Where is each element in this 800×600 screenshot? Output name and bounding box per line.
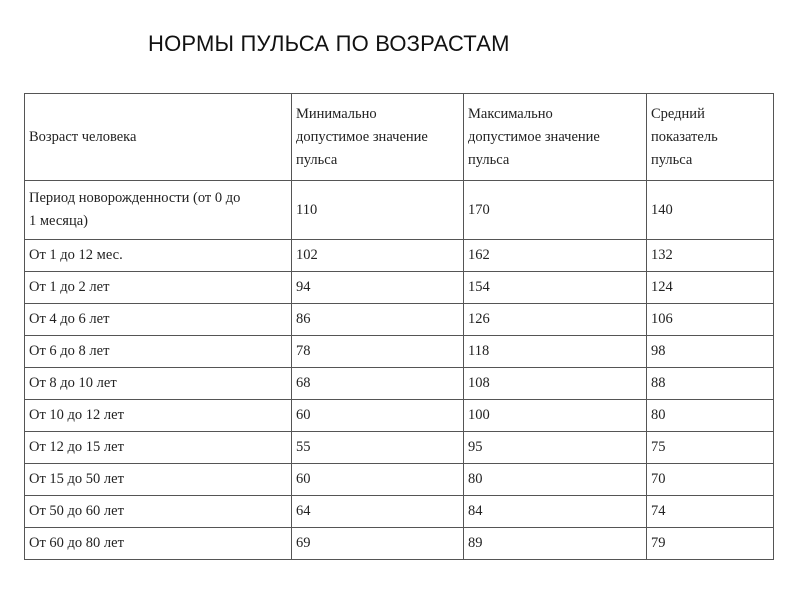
avg-cell: 124 <box>647 272 774 304</box>
header-avg-line: Средний <box>651 105 705 122</box>
header-max-line: пульса <box>468 151 510 168</box>
max-cell: 89 <box>464 528 647 560</box>
age-cell: От 12 до 15 лет <box>25 432 292 464</box>
avg-cell: 88 <box>647 368 774 400</box>
avg-cell: 79 <box>647 528 774 560</box>
pulse-norms-table <box>24 93 774 560</box>
header-avg-line: показатель <box>651 128 718 145</box>
age-cell: От 50 до 60 лет <box>25 496 292 528</box>
age-cell <box>25 181 292 240</box>
min-cell: 64 <box>292 496 464 528</box>
table-row <box>25 368 774 400</box>
header-min-line: Минимально <box>296 105 377 122</box>
avg-cell: 75 <box>647 432 774 464</box>
table-row <box>25 272 774 304</box>
max-cell: 118 <box>464 336 647 368</box>
min-cell: 69 <box>292 528 464 560</box>
header-avg-pulse <box>647 94 774 181</box>
max-cell: 162 <box>464 240 647 272</box>
header-max-line: Максимально <box>468 105 553 122</box>
table-row <box>25 400 774 432</box>
age-cell: От 8 до 10 лет <box>25 368 292 400</box>
avg-cell: 74 <box>647 496 774 528</box>
age-cell: От 1 до 12 мес. <box>25 240 292 272</box>
table-row <box>25 528 774 560</box>
age-cell: От 6 до 8 лет <box>25 336 292 368</box>
max-cell: 84 <box>464 496 647 528</box>
age-line: Период новорожденности (от 0 до <box>29 190 241 206</box>
min-cell: 78 <box>292 336 464 368</box>
min-cell: 94 <box>292 272 464 304</box>
age-cell: От 10 до 12 лет <box>25 400 292 432</box>
max-cell: 126 <box>464 304 647 336</box>
age-cell: От 15 до 50 лет <box>25 464 292 496</box>
age-cell: От 4 до 6 лет <box>25 304 292 336</box>
min-cell: 86 <box>292 304 464 336</box>
table-row <box>25 304 774 336</box>
avg-cell: 80 <box>647 400 774 432</box>
header-min-line: пульса <box>296 151 338 168</box>
age-cell: От 1 до 2 лет <box>25 272 292 304</box>
min-cell: 68 <box>292 368 464 400</box>
table-row <box>25 336 774 368</box>
min-cell: 55 <box>292 432 464 464</box>
avg-cell: 132 <box>647 240 774 272</box>
max-cell: 170 <box>464 181 647 240</box>
table-row <box>25 181 774 240</box>
max-cell: 95 <box>464 432 647 464</box>
avg-cell: 98 <box>647 336 774 368</box>
age-cell: От 60 до 80 лет <box>25 528 292 560</box>
age-line: 1 месяца) <box>29 213 88 229</box>
min-cell: 60 <box>292 400 464 432</box>
min-cell: 110 <box>292 181 464 240</box>
table-row <box>25 432 774 464</box>
header-min-pulse <box>292 94 464 181</box>
max-cell: 154 <box>464 272 647 304</box>
max-cell: 108 <box>464 368 647 400</box>
table-row <box>25 464 774 496</box>
table-header-row <box>25 94 774 181</box>
header-avg-line: пульса <box>651 151 693 168</box>
avg-cell: 106 <box>647 304 774 336</box>
table-row <box>25 240 774 272</box>
page-title: НОРМЫ ПУЛЬСА ПО ВОЗРАСТАМ <box>148 31 510 56</box>
avg-cell: 140 <box>647 181 774 240</box>
table-row <box>25 496 774 528</box>
avg-cell: 70 <box>647 464 774 496</box>
header-age: Возраст человека <box>25 94 292 181</box>
min-cell: 102 <box>292 240 464 272</box>
min-cell: 60 <box>292 464 464 496</box>
max-cell: 100 <box>464 400 647 432</box>
max-cell: 80 <box>464 464 647 496</box>
header-max-line: допустимое значение <box>468 128 600 145</box>
header-min-line: допустимое значение <box>296 128 428 145</box>
header-max-pulse <box>464 94 647 181</box>
